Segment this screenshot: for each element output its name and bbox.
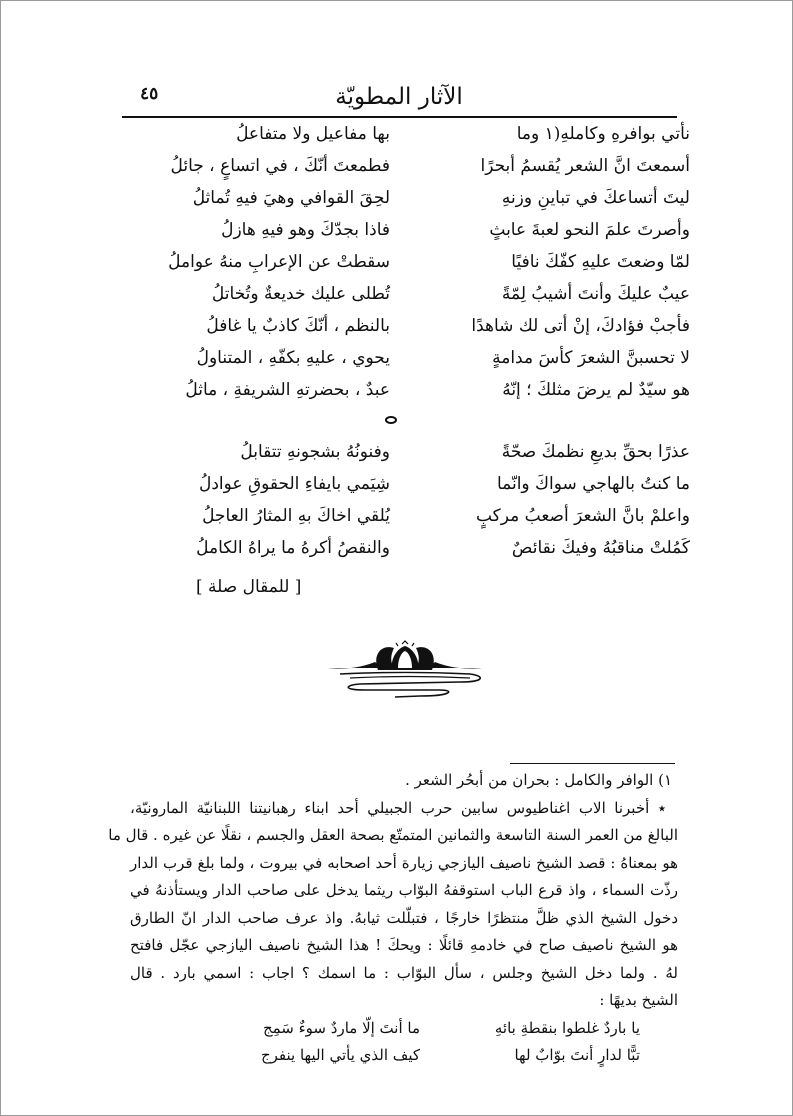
- poem-part-1: [150, 118, 690, 406]
- verse-line: [150, 150, 690, 182]
- verse-first-hemistich: عذرًا بحقِّ بديعِ نظمكَ صحّةً: [501, 442, 690, 462]
- verse-second-hemistich: لحِقَ القوافي وهيَ فيهِ تُماثلُ: [192, 188, 390, 208]
- lotus-ornament-icon: [320, 640, 490, 700]
- verse-second-hemistich: تُطلى عليك خديعةٌ وتُخاتلُ: [211, 284, 390, 304]
- verse-second-hemistich: ما أنتَ إلّا ماردٌ سوءٌ سَمِج: [262, 1018, 420, 1037]
- verse-first-hemistich: أسمعتَ انَّ الشعر يُقسمُ أبحرًا: [480, 156, 690, 176]
- verse-first-hemistich: لمّا وضعتَ عليهِ كفّكَ نافيًا: [511, 252, 690, 272]
- verse-line: [150, 278, 690, 310]
- verse-line: [150, 342, 690, 374]
- verse-line: [150, 118, 690, 150]
- verse-second-hemistich: وفنونُهُ بشجونهِ تتقابلُ: [240, 442, 390, 462]
- footnote-line: هو الشيخ ناصيف صاح في خادمهِ قائلًا : ويحكَ ! هذا الشيخ ناصيف اليازجي عجّل فافتح: [130, 936, 678, 954]
- verse-first-hemistich: يا باردٌ غلطوا بنقطةِ بائهِ: [494, 1018, 640, 1037]
- footnote-line: ٭ أخبرنا الاب اغناطيوس سابين حرب الجبيلي أحد ابناء رهبانيتنا اللبنانيّة المارونيّة،: [130, 798, 666, 817]
- verse-first-hemistich: ليتَ أتساعكَ في تباينِ وزنهِ: [501, 188, 690, 208]
- running-header: [122, 82, 676, 116]
- verse-second-hemistich: شِيَمي بايفاءِ الحقوقِ عوادلُ: [198, 474, 390, 494]
- verse-line: [150, 468, 690, 500]
- footnote-line: لهُ . ولما دخل الشيخ وجلس ، سأل البوّاب : ما اسمك ؟ اجاب : اسمي بارد . قال: [130, 963, 678, 982]
- verse-first-hemistich: عيبٌ عليكَ وأنتَ أشيبُ لِمّةً: [501, 284, 690, 304]
- verse-line: [150, 214, 690, 246]
- verse-second-hemistich: والنقصُ أكرهُ ما يراهُ الكاملُ: [196, 538, 390, 558]
- footnote-verses: [130, 1015, 678, 1069]
- footnote-line: البالغ من العمر السنة التاسعة والثمانين المتمتّع بصحة العقل والجسم ، نقلًا عن غيره . قال ما: [108, 826, 678, 844]
- verse-line: [150, 374, 690, 406]
- verse-line: [150, 436, 690, 468]
- footnote-line: هو بمعناهُ : قصد الشيخ ناصيف اليازجي زيارة أحد اصحابه في بيروت ، ولما بلغ قرب الدار: [130, 853, 678, 872]
- section-separator-mark: [385, 416, 397, 424]
- verse-first-hemistich: كَمُلتْ مناقبُهُ وفيكَ نقائصٌ: [511, 538, 690, 558]
- verse-first-hemistich: هو سيّدٌ لم يرضَ مثلكَ ؛ إنّهُ: [502, 380, 690, 400]
- page-number: ٤٥: [140, 84, 159, 104]
- footnote-line: رذّت السماء ، واذ قرع الباب استوقفهُ البوّاب ريثما يدخل على صاحب الدار ويستأذنهُ في: [130, 881, 678, 899]
- verse-second-hemistich: فاذا بجدّكَ وهو فيهِ هازلُ: [221, 220, 390, 240]
- verse-line: [150, 310, 690, 342]
- verse-second-hemistich: عبدٌ ، بحضرتهِ الشريفةِ ، ماثلُ: [185, 380, 390, 400]
- footnote-star: [108, 795, 678, 1015]
- verse-line: [150, 500, 690, 532]
- verse-first-hemistich: لا تحسبنَّ الشعرَ كأسَ مدامةٍ: [492, 348, 690, 368]
- verse-first-hemistich: تبًّا لدارٍ أنتَ بوّابٌ لها: [514, 1045, 640, 1064]
- to-be-continued-note: [ للمقال صلة ]: [196, 577, 302, 597]
- verse-second-hemistich: كيف الذي يأتي اليها ينفرج: [260, 1045, 420, 1064]
- running-title: الآثار المطويّة: [335, 84, 463, 110]
- verse-first-hemistich: نأتي بوافرهِ وكاملهِ(١ وما: [516, 124, 690, 144]
- verse-second-hemistich: يحوي ، عليهِ بكفّهِ ، المتناولُ: [196, 348, 390, 368]
- verse-line: [150, 182, 690, 214]
- verse-line: [150, 532, 690, 564]
- footnote-1: ١) الوافر والكامل : بحران من أبحُر الشعر .: [405, 771, 672, 789]
- footnote-verse-line: [220, 1015, 640, 1042]
- poem-part-2: [150, 436, 690, 564]
- verse-first-hemistich: فأجبْ فؤادكَ، إنْ أتى لك شاهدًا: [471, 316, 690, 336]
- verse-second-hemistich: يُلقي اخاكَ بهِ المثارُ العاجلُ: [202, 506, 390, 526]
- verse-line: [150, 246, 690, 278]
- footnote-rule: [510, 763, 675, 764]
- verse-first-hemistich: واعلمْ بانَّ الشعرَ أصعبُ مركبٍ: [475, 506, 690, 526]
- verse-second-hemistich: بالنظم ، أنّكَ كاذبٌ يا غافلُ: [206, 316, 390, 336]
- footnote-verse-line: [220, 1042, 640, 1069]
- footnote-line: دخول الشيخ الذي ظلَّ منتظرًا خارجًا ، فتبلّلت ثيابهُ. واذ عرف صاحب الدار انّ الطارق: [130, 908, 678, 927]
- verse-second-hemistich: فطمعتَ أنّكَ ، في اتساعٍ ، جائلُ: [170, 156, 390, 176]
- footnotes: [108, 767, 678, 1069]
- verse-second-hemistich: سقطتْ عن الإعرابِ منهُ عواملُ: [168, 252, 390, 272]
- verse-first-hemistich: ما كنتُ بالهاجي سواكَ وانّما: [496, 474, 690, 494]
- verse-first-hemistich: وأصرتَ علمَ النحو لعبةَ عابثٍ: [489, 220, 690, 240]
- footnote-line: الشيخ بديهًا :: [599, 991, 678, 1009]
- verse-second-hemistich: بها مفاعيل ولا متفاعلُ: [236, 124, 390, 144]
